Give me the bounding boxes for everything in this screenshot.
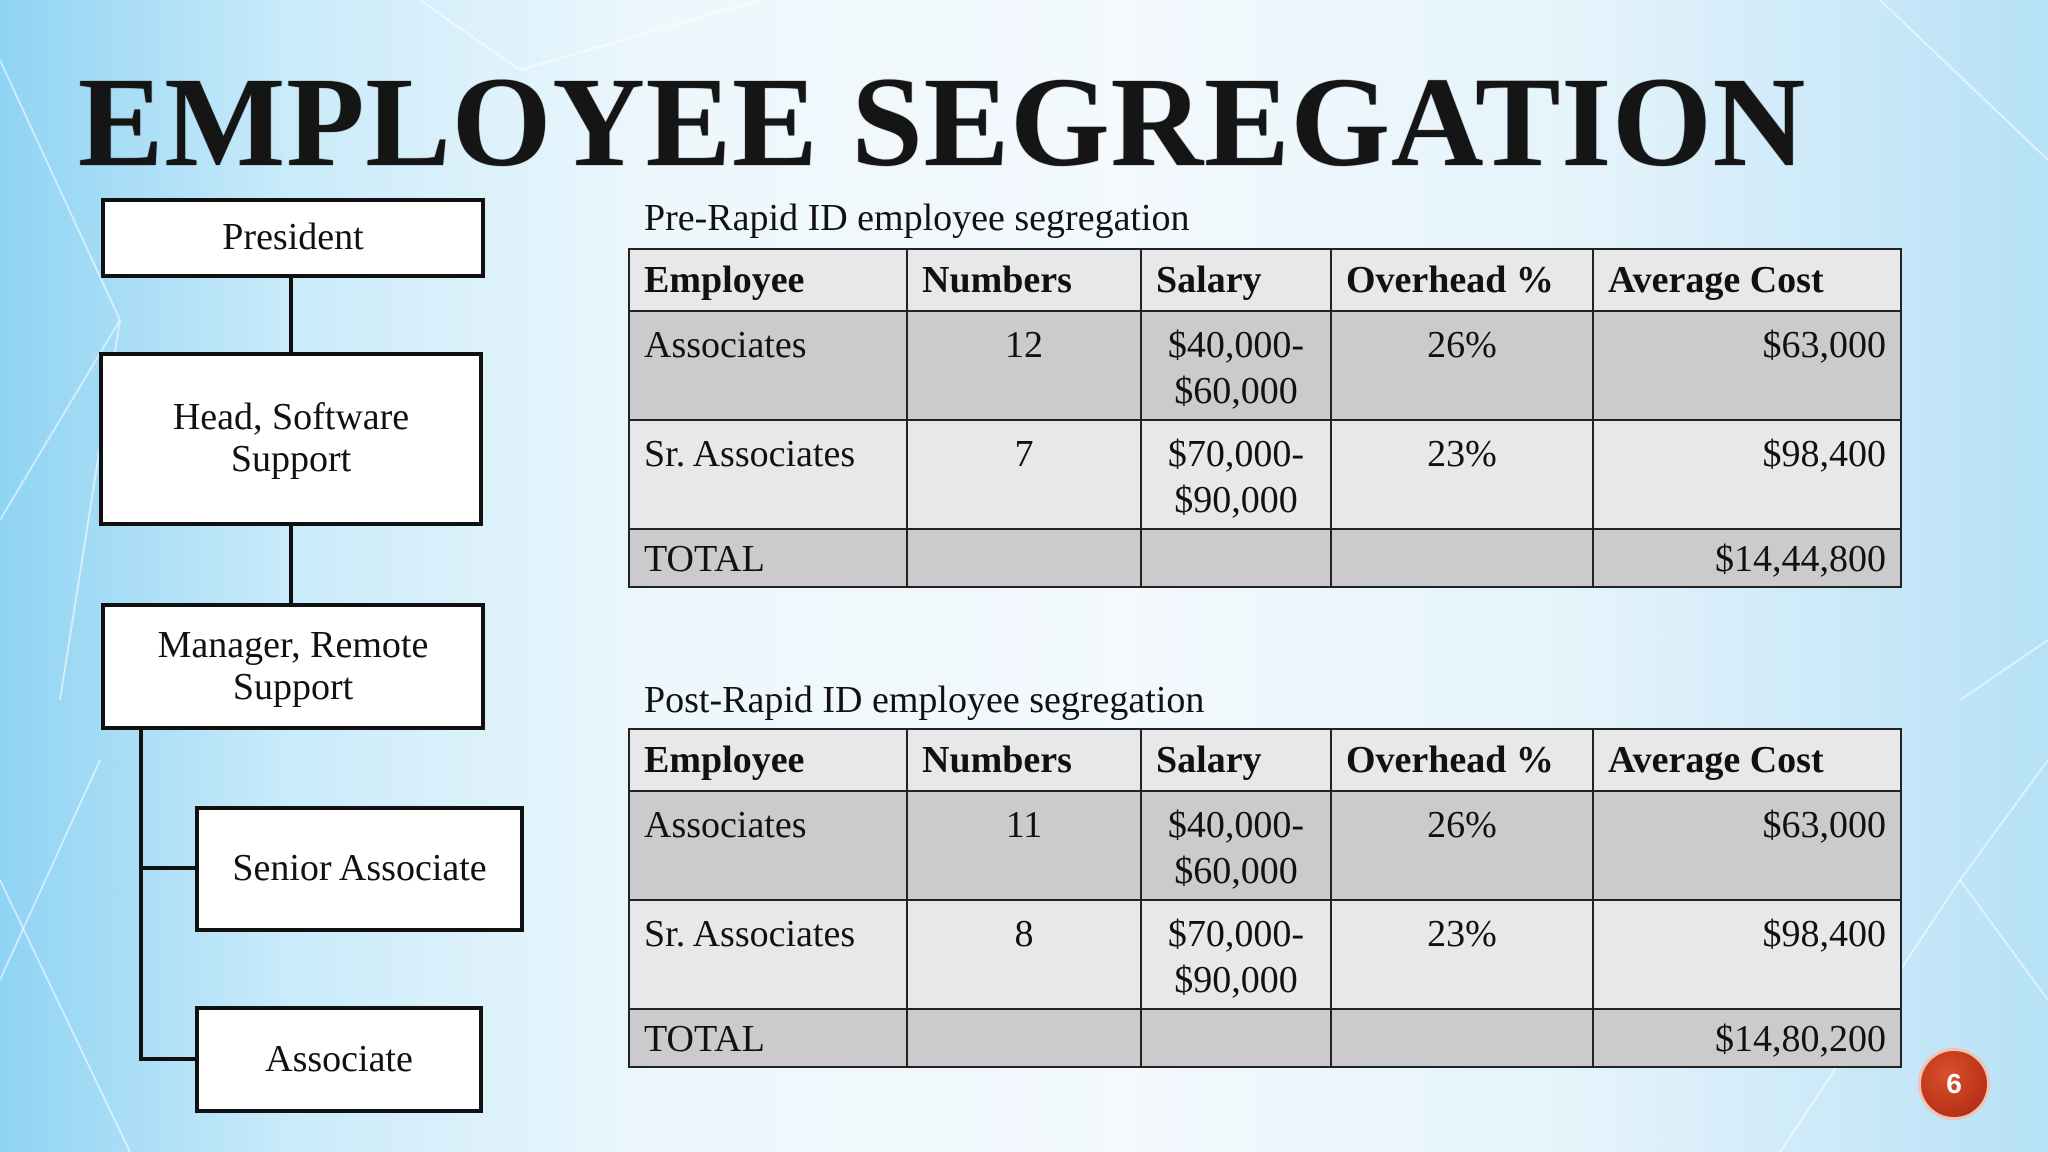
cell-average-cost: $98,400 [1593, 900, 1901, 1009]
cell-total-average-cost: $14,44,800 [1593, 529, 1901, 587]
cell-employee: Associates [629, 791, 907, 900]
connector-president-head [289, 275, 293, 355]
table-total-row [629, 529, 1901, 587]
header-overhead: Overhead % [1331, 249, 1593, 311]
header-numbers: Numbers [907, 729, 1141, 791]
cell-empty [907, 1009, 1141, 1067]
table-row [629, 791, 1901, 900]
cell-average-cost: $63,000 [1593, 311, 1901, 420]
cell-salary [1141, 791, 1331, 900]
connector-senior-associate [139, 866, 197, 870]
table-row [629, 311, 1901, 420]
salary-range-start: $40,000- [1167, 324, 1305, 366]
cell-salary [1141, 420, 1331, 529]
header-salary: Salary [1141, 249, 1331, 311]
header-average-cost: Average Cost [1593, 249, 1901, 311]
org-box-manager-remote-support: Manager, Remote Support [101, 603, 485, 730]
post-rapid-id-table [628, 728, 1902, 1068]
connector-associate [139, 1057, 197, 1061]
salary-range-end: $90,000 [1174, 959, 1298, 1001]
cell-empty [1331, 529, 1593, 587]
connector-head-manager [289, 523, 293, 606]
cell-numbers: 8 [907, 900, 1141, 1009]
cell-salary [1141, 311, 1331, 420]
cell-employee: Associates [629, 311, 907, 420]
pre-table-caption: Pre-Rapid ID employee segregation [644, 197, 1190, 239]
cell-total-average-cost: $14,80,200 [1593, 1009, 1901, 1067]
cell-empty [1141, 1009, 1331, 1067]
slide-title: EMPLOYEE SEGREGATION [78, 51, 1807, 193]
salary-range-start: $40,000- [1167, 804, 1305, 846]
cell-total-label: TOTAL [629, 1009, 907, 1067]
cell-employee: Sr. Associates [629, 420, 907, 529]
page-number-badge: 6 [1918, 1048, 1990, 1120]
header-salary: Salary [1141, 729, 1331, 791]
cell-empty [1331, 1009, 1593, 1067]
salary-range-start: $70,000- [1167, 433, 1305, 475]
cell-empty [907, 529, 1141, 587]
pre-rapid-id-table [628, 248, 1902, 588]
post-table-caption: Post-Rapid ID employee segregation [644, 679, 1205, 721]
header-employee: Employee [629, 729, 907, 791]
table-header-row [629, 729, 1901, 791]
header-overhead: Overhead % [1331, 729, 1593, 791]
cell-numbers: 11 [907, 791, 1141, 900]
cell-average-cost: $98,400 [1593, 420, 1901, 529]
cell-employee: Sr. Associates [629, 900, 907, 1009]
cell-overhead: 26% [1331, 791, 1593, 900]
salary-range-end: $60,000 [1174, 850, 1298, 892]
connector-manager-trunk [139, 727, 143, 1061]
salary-range-end: $60,000 [1174, 370, 1298, 412]
cell-numbers: 7 [907, 420, 1141, 529]
org-box-president: President [101, 198, 485, 278]
header-employee: Employee [629, 249, 907, 311]
header-average-cost: Average Cost [1593, 729, 1901, 791]
cell-empty [1141, 529, 1331, 587]
cell-average-cost: $63,000 [1593, 791, 1901, 900]
table-header-row [629, 249, 1901, 311]
salary-range-start: $70,000- [1167, 913, 1305, 955]
cell-numbers: 12 [907, 311, 1141, 420]
org-box-associate: Associate [195, 1006, 483, 1113]
salary-range-end: $90,000 [1174, 479, 1298, 521]
cell-overhead: 23% [1331, 900, 1593, 1009]
cell-total-label: TOTAL [629, 529, 907, 587]
cell-salary [1141, 900, 1331, 1009]
table-total-row [629, 1009, 1901, 1067]
cell-overhead: 26% [1331, 311, 1593, 420]
cell-overhead: 23% [1331, 420, 1593, 529]
org-box-head-software-support: Head, Software Support [99, 352, 483, 526]
table-row [629, 900, 1901, 1009]
org-box-senior-associate: Senior Associate [195, 806, 524, 932]
header-numbers: Numbers [907, 249, 1141, 311]
table-row [629, 420, 1901, 529]
